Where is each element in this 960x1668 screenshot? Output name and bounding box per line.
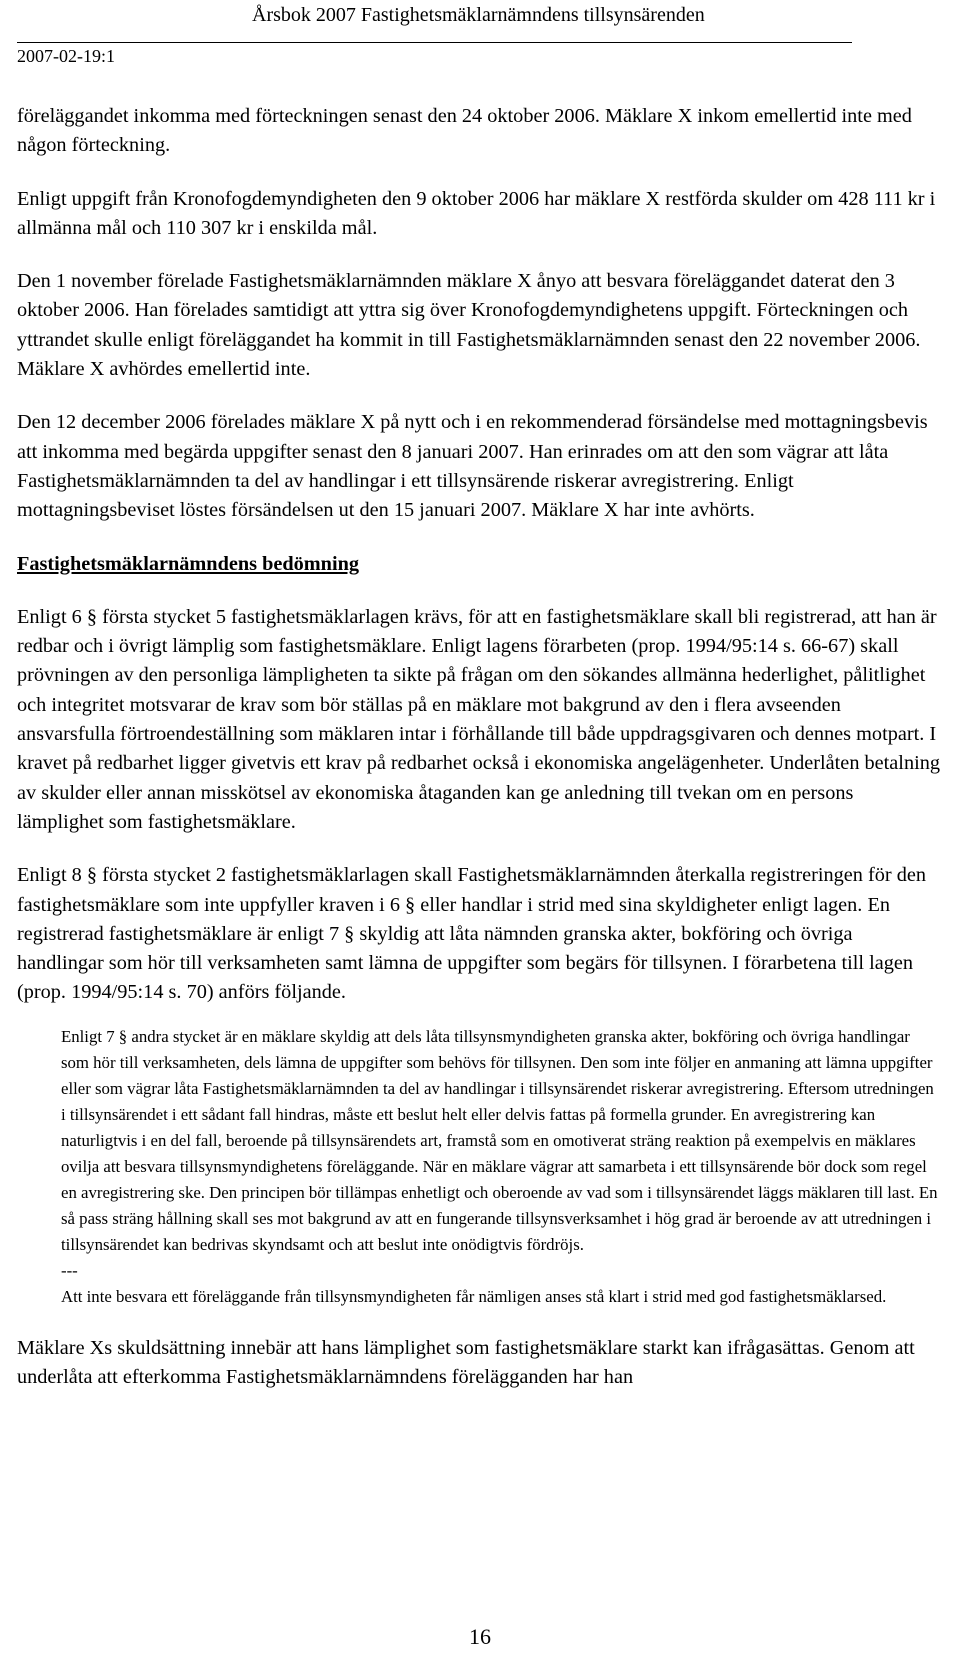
paragraph: Enligt 6 § första stycket 5 fastighetsmäklarlagen krävs, för att en fastighetsmäklare skall bli registrerad, att han är redbar och i övrigt lämplig som fastighetsmäklare. Enligt lagens förarbeten (prop. 1994/95:14 s. 66-67) skall prövningen av den personliga lämpligheten ta sikte på frågan om den sökandes allmänna hederlighet, pålitlighet och integritet motsvarar de krav som bör ställas på en mäklare mot bakgrund av den i flera avseenden ansvarsfulla förtroendeställning som mäklaren intar i förhållande till både uppdragsgivaren och dennes motpart. I kravet på redbarhet ligger givetvis ett krav på redbarhet också i ekonomiska angelägenheter. Underlåten betalning av skulder eller annan misskötsel av ekonomiska åtaganden kan ge anledning till tvekan om en persons lämplighet som fastighetsmäklare. bbox=[17, 605, 940, 833]
document-body bbox=[17, 102, 943, 1416]
block-quote bbox=[61, 1024, 941, 1310]
paragraph: Den 12 december 2006 förelades mäklare X på nytt och i en rekommenderad försändelse med mottagningsbevis att inkomma med begärda uppgifter senast den 8 januari 2007. Han erinrades om att den som vägrar att låta Fastighetsmäklarnämnden ta del av handlingar i ett tillsynsärende riskerar avregistrering. Enligt mottagningsbeviset löstes försändelsen ut den 15 januari 2007. Mäklare X har inte avhörts. bbox=[17, 411, 928, 522]
paragraph: Den 1 november förelade Fastighetsmäklarnämnden mäklare X ånyo att besvara föreläggandet daterat den 3 oktober 2006. Han förelades samtidigt att yttra sig över Kronofogdemyndighetens uppgift. Förteckningen och yttrandet skulle enligt föreläggandet ha kommit in till Fastighetsmäklarnämnden senast den 22 november 2006. Mäklare X avhördes emellertid inte. bbox=[17, 270, 921, 381]
running-header-date: 2007-02-19:1 bbox=[17, 46, 115, 66]
quote-text: Att inte besvara ett föreläggande från tillsynsmyndigheten får nämligen anses stå klart i strid med god fastighetsmäklarsed. bbox=[61, 1286, 887, 1306]
paragraph: Enligt 8 § första stycket 2 fastighetsmäklarlagen skall Fastighetsmäklarnämnden återkalla registreringen för den fastighetsmäklare som inte uppfyller kraven i 6 § eller handlar i strid med sina skyldigheter enligt lagen. En registrerad fastighetsmäklare är enligt 7 § skyldig att låta nämnden granska akter, bokföring och övriga handlingar som hör till verksamheten samt lämna de uppgifter som begärs för tillsynen. I förarbetena till lagen (prop. 1994/95:14 s. 70) anförs följande. bbox=[17, 864, 926, 1004]
running-header-title: Årsbok 2007 Fastighetsmäklarnämndens tillsynsärenden bbox=[252, 4, 705, 26]
header-rule bbox=[17, 42, 852, 43]
paragraph: Mäklare Xs skuldsättning innebär att hans lämplighet som fastighetsmäklare starkt kan ifrågasättas. Genom att underlåta att efterkomma Fastighetsmäklarnämndens förelägganden har han bbox=[17, 1336, 915, 1389]
paragraph: Enligt uppgift från Kronofogdemyndigheten den 9 oktober 2006 har mäklare X restförda skulder om 428 111 kr i allmänna mål och 110 307 kr i enskilda mål. bbox=[17, 187, 936, 239]
page-number: 16 bbox=[469, 1624, 491, 1649]
paragraph: föreläggandet inkomma med förteckningen senast den 24 oktober 2006. Mäklare X inkom emellertid inte med någon förteckning. bbox=[17, 105, 912, 157]
section-heading: Fastighetsmäklarnämndens bedömning bbox=[17, 552, 360, 575]
quote-text: Enligt 7 § andra stycket är en mäklare skyldig att dels låta tillsynsmyndigheten granska akter, bokföring och övriga handlingar som hör till verksamheten, dels lämna de uppgifter som behövs för tillsynen. Den som inte följer en anmaning att lämna uppgifter eller som vägrar låta Fastighetsmäklarnämnden ta del av handlingar i tillsynsärendet riskerar avregistrering. Eftersom utredningen i tillsynsärendet i ett sådant fall hindras, måste ett beslut helt eller delvis fattas på formella grunder. En avregistrering kan naturligtvis i en del fall, beroende på tillsynsärendets art, framstå som en omotiverat sträng reaktion på exempelvis en mäklares ovilja att besvara tillsynsmyndighetens föreläggande. När en mäklare vägrar att samarbeta i ett tillsynsärende bör dock som regel en avregistrering ske. Den principen bör tillämpas enhetligt och oberoende av vad som i tillsynsärendet läggs mäklaren till last. En så pass sträng hållning skall ses mot bakgrund av att en fungerande tillsynsverksamhet i hög grad är beroende av att utredningen i tillsynsärendet kan bedrivas skyndsamt och att beslut inte onödigtvis fördröjs. bbox=[61, 1026, 938, 1254]
quote-separator: --- bbox=[61, 1260, 78, 1280]
